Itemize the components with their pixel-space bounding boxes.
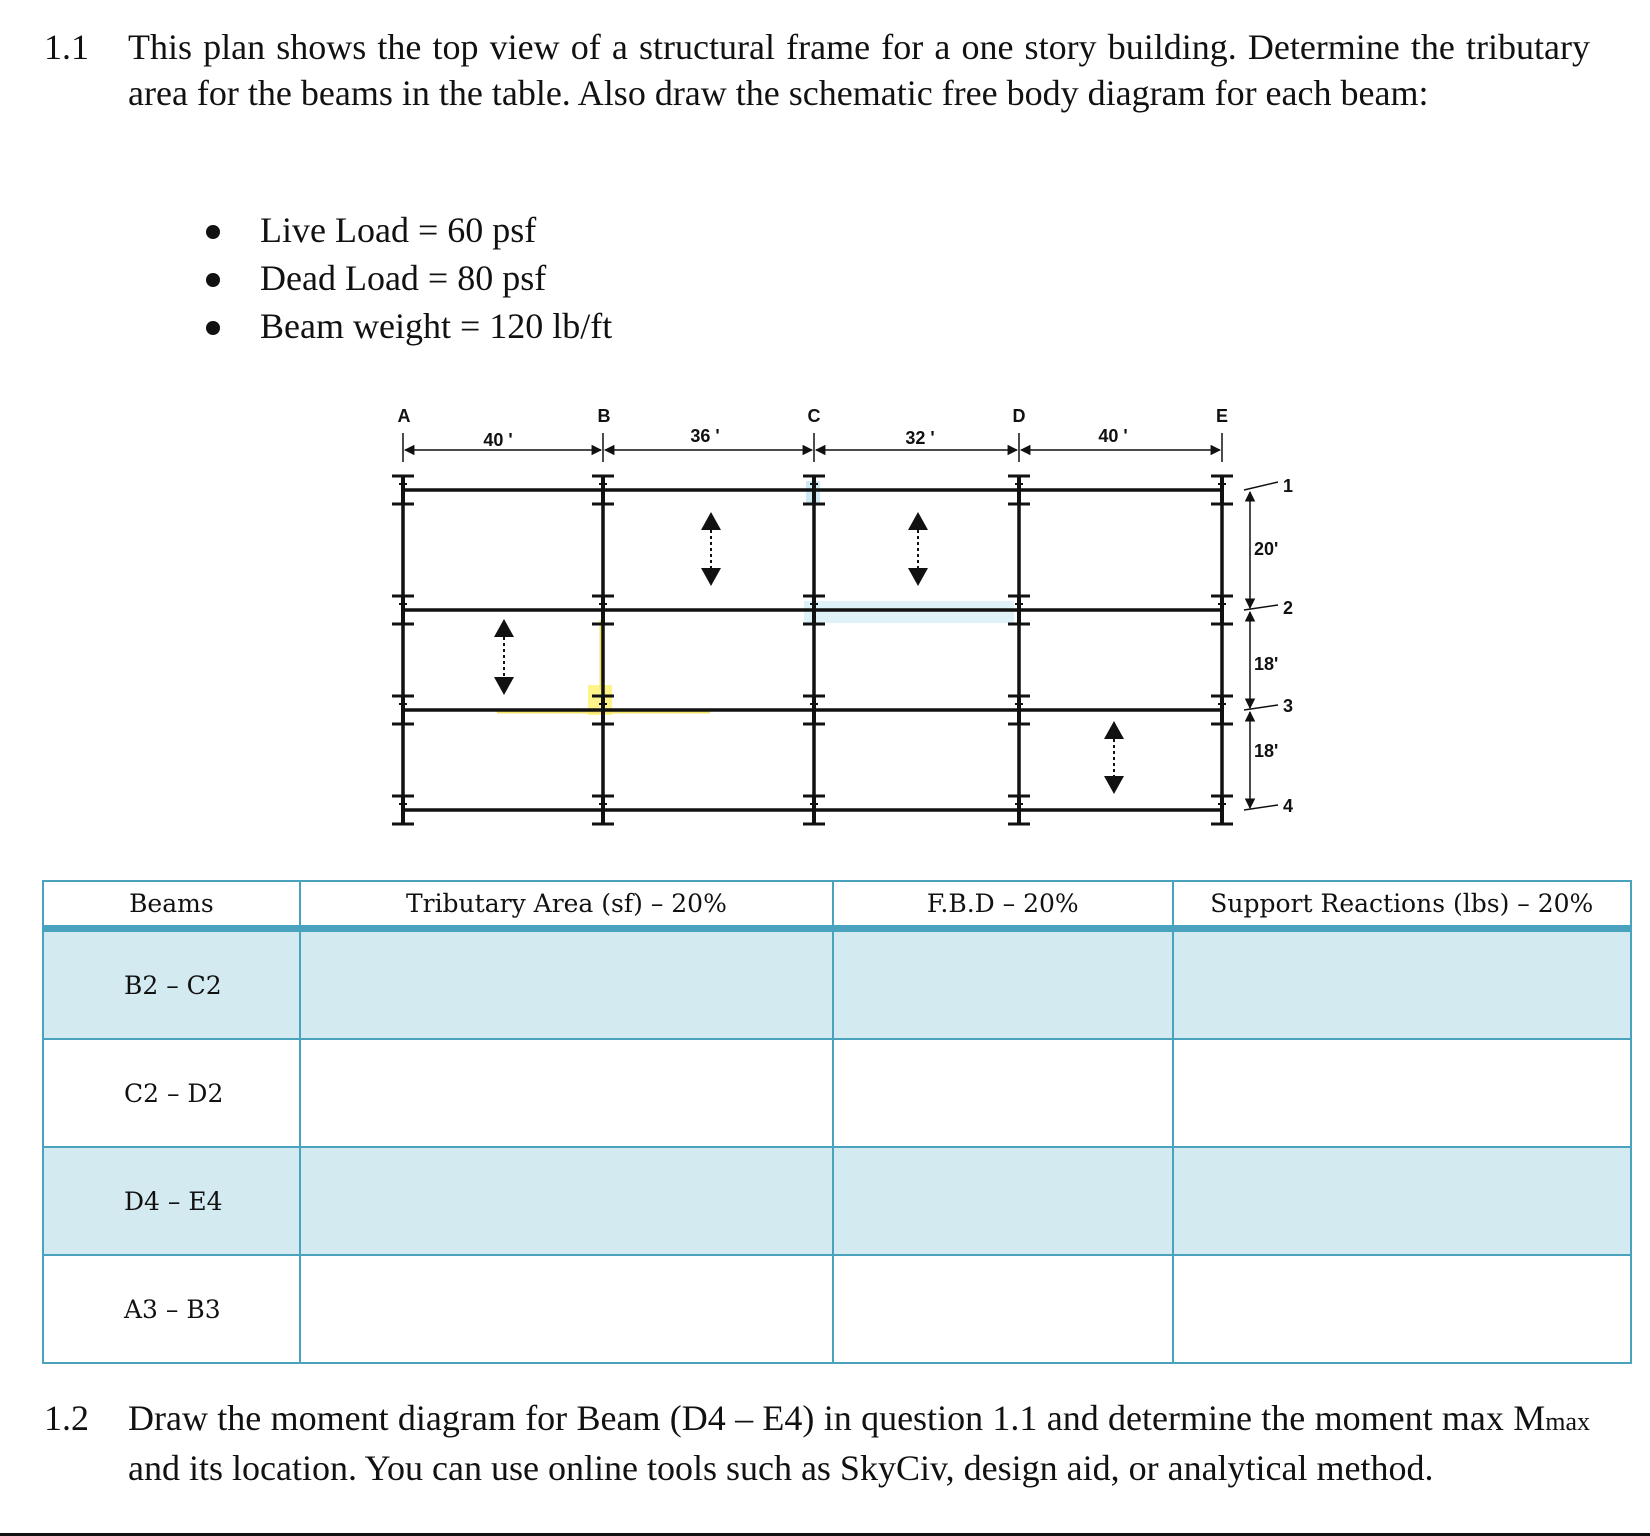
header-beams: Beams xyxy=(43,881,300,929)
grid-label-b: B xyxy=(597,406,611,426)
row-spacing-34: 18' xyxy=(1254,741,1279,761)
fbd-cell[interactable] xyxy=(833,1039,1173,1147)
fbd-cell[interactable] xyxy=(833,1147,1173,1255)
support-reactions-cell[interactable] xyxy=(1173,1147,1631,1255)
dead-load: Dead Load = 80 psf xyxy=(200,254,612,302)
header-support-reactions: Support Reactions (lbs) – 20% xyxy=(1173,881,1631,929)
span-arrow-bc-12 xyxy=(701,512,721,586)
beam-weight: Beam weight = 120 lb/ft xyxy=(200,302,612,350)
bay-width-de: 40 ' xyxy=(1098,426,1128,446)
live-load: Live Load = 60 psf xyxy=(200,206,612,254)
grid-label-2: 2 xyxy=(1283,598,1294,618)
beam-label: B2 – C2 xyxy=(43,929,300,1040)
span-arrow-cd-12 xyxy=(908,512,928,586)
question-text xyxy=(128,1395,1590,1491)
question-text-part2: and its location. You can use online tools such as SkyCiv, design aid, or analytical method. xyxy=(128,1448,1434,1488)
beam-label: A3 – B3 xyxy=(43,1255,300,1363)
question-number: 1.2 xyxy=(44,1398,89,1438)
span-arrow-de-34 xyxy=(1104,721,1124,794)
grid-label-e: E xyxy=(1215,406,1229,426)
grid-label-1: 1 xyxy=(1283,476,1294,496)
table-row xyxy=(43,1039,1631,1147)
grid-label-3: 3 xyxy=(1283,696,1294,716)
question-text: This plan shows the top view of a structural frame for a one story building. Determine the tributary area for the beams in the table. Also draw the schematic free body diagram for each beam: xyxy=(128,27,1590,113)
fbd-cell[interactable] xyxy=(833,929,1173,1040)
vertical-girders xyxy=(403,490,1222,810)
support-reactions-cell[interactable] xyxy=(1173,1039,1631,1147)
bay-width-bc: 36 ' xyxy=(690,426,720,446)
mmax-subscript: max xyxy=(1545,1407,1590,1436)
grid-label-d: D xyxy=(1012,406,1026,426)
header-tributary-area: Tributary Area (sf) – 20% xyxy=(300,881,833,929)
support-reactions-cell[interactable] xyxy=(1173,1255,1631,1363)
table-row xyxy=(43,1255,1631,1363)
grid-label-a: A xyxy=(397,406,411,426)
beam-table xyxy=(42,880,1632,1364)
span-direction-arrows xyxy=(494,512,1124,794)
span-arrow-ab-23 xyxy=(494,619,514,695)
table-row xyxy=(43,1147,1631,1255)
support-reactions-cell[interactable] xyxy=(1173,929,1631,1040)
beam-label: C2 – D2 xyxy=(43,1039,300,1147)
tributary-area-cell[interactable] xyxy=(300,1039,833,1147)
question-number: 1.1 xyxy=(44,27,89,67)
structural-plan-diagram xyxy=(0,380,1650,840)
grid-label-4: 4 xyxy=(1283,796,1294,816)
header-fbd: F.B.D – 20% xyxy=(833,881,1173,929)
question-text-part1: Draw the moment diagram for Beam (D4 – E4) in question 1.1 and determine the moment max M xyxy=(128,1398,1546,1438)
load-list xyxy=(200,206,612,350)
bay-width-ab: 40 ' xyxy=(483,430,513,450)
row-spacing-23: 18' xyxy=(1254,654,1279,674)
table-header-row xyxy=(43,881,1631,929)
fbd-cell[interactable] xyxy=(833,1255,1173,1363)
table-row xyxy=(43,929,1631,1040)
beam-label: D4 – E4 xyxy=(43,1147,300,1255)
grid-label-c: C xyxy=(807,406,821,426)
highlight-c2-d2 xyxy=(804,601,1014,623)
row-spacing-12: 20' xyxy=(1254,539,1279,559)
tributary-area-cell[interactable] xyxy=(300,929,833,1040)
tributary-area-cell[interactable] xyxy=(300,1255,833,1363)
bay-width-cd: 32 ' xyxy=(905,428,935,448)
tributary-area-cell[interactable] xyxy=(300,1147,833,1255)
